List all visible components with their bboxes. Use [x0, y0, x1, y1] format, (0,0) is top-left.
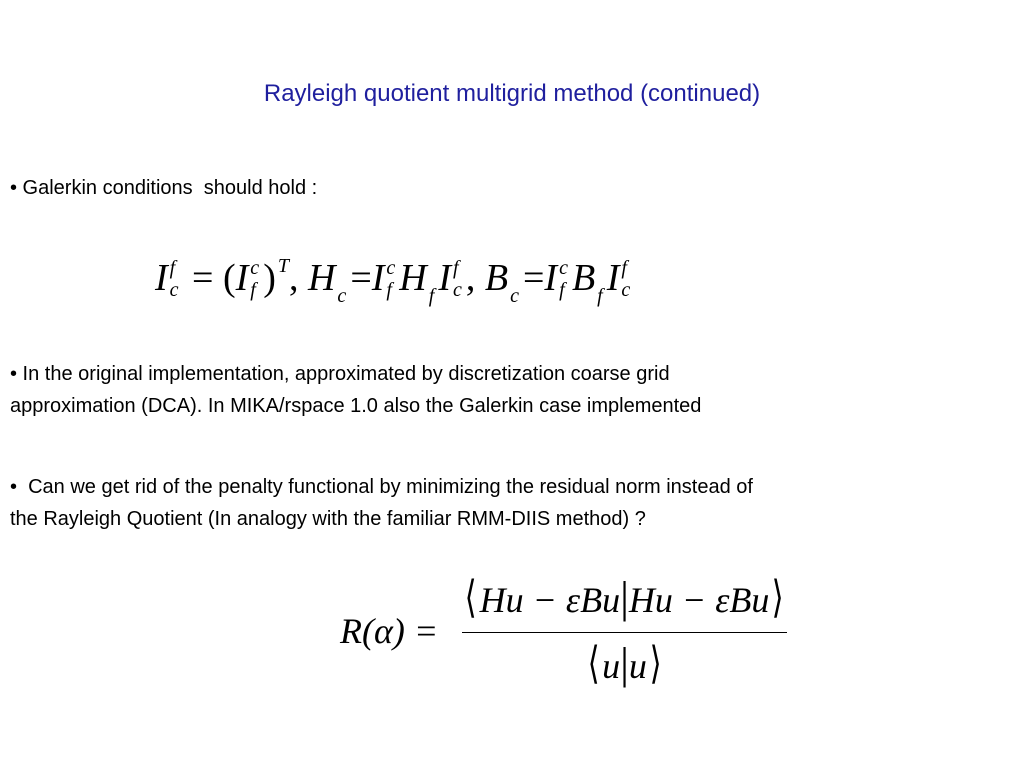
eq1-symbol: I — [155, 257, 168, 299]
eq1-sup: c — [250, 257, 260, 280]
eq1-paren: ( — [222, 257, 236, 299]
rangle-icon: ⟩ — [649, 638, 662, 689]
slide-title: Rayleigh quotient multigrid method (continued) — [263, 80, 761, 107]
eq1-sub: c — [169, 279, 179, 302]
eq1-index — [386, 257, 395, 301]
eq2-denominator — [462, 638, 787, 689]
eq1-sup: f — [452, 257, 459, 280]
eq1-sub: c — [621, 279, 631, 302]
bullet-residual-norm-question: • Can we get rid of the penalty functional by minimizing the residual norm instead of the Rayleigh Quotient (In analogy with the familiar RMM-DIIS method) ? — [10, 476, 753, 530]
eq2-bar: | — [620, 639, 629, 688]
eq1-sub: f — [250, 279, 256, 302]
eq1-sub: c — [337, 285, 347, 307]
bullet-galerkin-conditions: • Galerkin conditions should hold : — [10, 177, 318, 199]
eq1-comma: , — [465, 257, 476, 299]
eq1-sub: f — [386, 279, 392, 302]
eq1-symbol: I — [235, 257, 249, 299]
eq1-equals: = — [192, 257, 214, 299]
eq1-index — [621, 257, 630, 301]
fraction-line — [462, 632, 787, 633]
bullet-original-implementation: • In the original implementation, approximated by discretization coarse grid approximation (DCA). In MIKA/rspace 1.0 also the Galerkin case implemented — [10, 363, 702, 417]
eq2-den-left: u — [602, 646, 621, 686]
eq1-sup: c — [386, 257, 396, 280]
eq2-num-left: Hu − εBu — [479, 580, 621, 620]
langle-icon: ⟨ — [587, 638, 600, 689]
eq1-index — [453, 257, 462, 301]
eq1-sup: c — [559, 257, 568, 280]
langle-icon: ⟨ — [465, 572, 478, 623]
eq2-den-right: u — [628, 646, 647, 686]
eq1-equals: = — [522, 257, 545, 299]
eq1-symbol: H — [399, 257, 427, 299]
eq1-symbol: I — [606, 257, 620, 299]
eq1-sub: c — [452, 279, 462, 302]
eq1-symbol: B — [484, 257, 509, 299]
eq1-symbol: I — [438, 257, 451, 299]
eq1-symbol: H — [307, 257, 336, 299]
eq2-num-right: Hu − εBu — [628, 580, 770, 620]
eq1-sup: f — [169, 257, 176, 280]
eq1-sup: f — [621, 257, 627, 280]
eq1-paren: ) — [263, 257, 276, 299]
eq1-symbol: B — [571, 257, 596, 299]
eq1-sub: f — [559, 279, 565, 302]
eq2-lhs: R(α) = — [340, 611, 439, 651]
eq1-equals: = — [350, 257, 372, 299]
eq1-symbol: I — [371, 257, 385, 299]
eq1-index — [559, 257, 568, 301]
eq2-bar: | — [620, 573, 629, 622]
eq1-comma: , — [288, 257, 299, 299]
eq1-symbol: I — [544, 257, 558, 299]
rangle-icon: ⟩ — [771, 572, 784, 623]
eq1-sub: f — [597, 285, 603, 307]
eq1-index — [250, 257, 259, 301]
eq1-transpose: T — [277, 255, 289, 277]
eq1-sub: f — [428, 285, 435, 307]
galerkin-equation — [155, 236, 634, 326]
eq2-numerator — [462, 572, 787, 623]
eq1-index — [170, 257, 179, 301]
eq1-sub: c — [510, 285, 519, 307]
